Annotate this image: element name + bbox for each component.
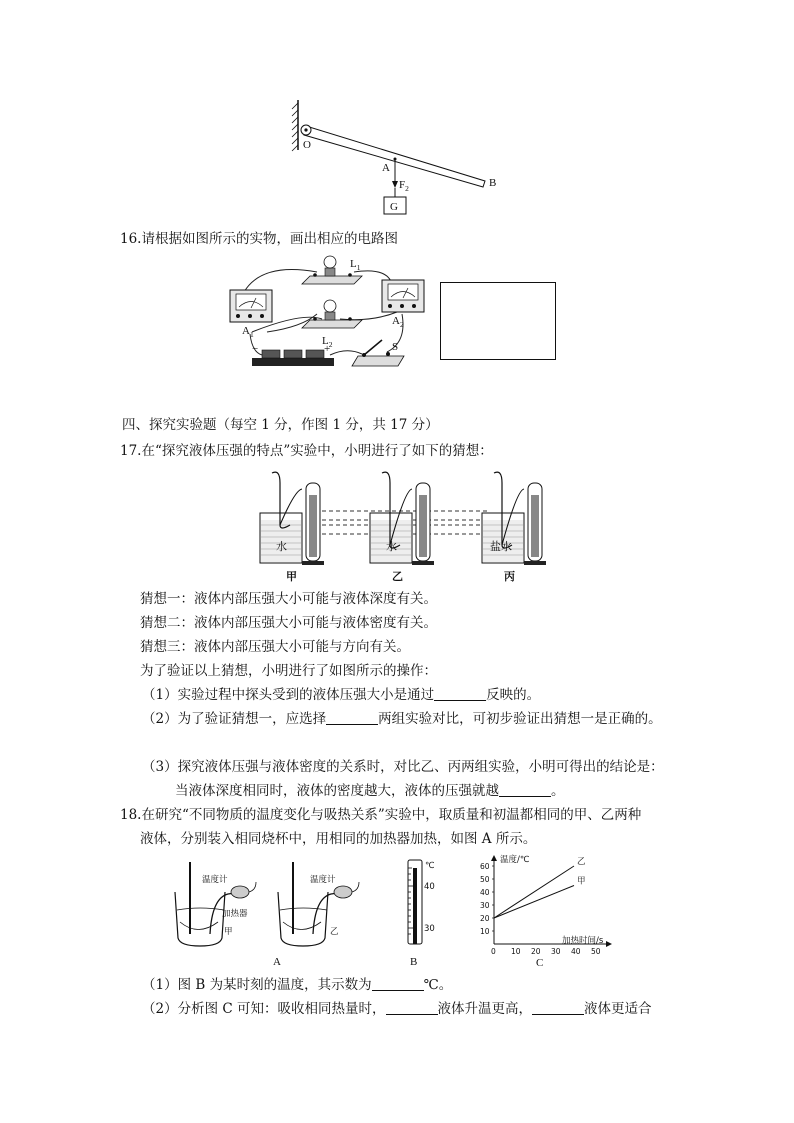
x-tick-label: 0: [491, 947, 496, 956]
q17-part1: （1）实验过程中探头受到的液体压强大小是通过 反映的。: [142, 687, 541, 703]
label-yi: 乙: [392, 571, 403, 583]
label-bing: 丙: [504, 571, 515, 583]
q17-guess3: 猜想三：液体内部压强大小可能与方向有关。: [140, 639, 410, 655]
label-saltwater: 盐水: [490, 541, 512, 553]
section4-title: 四、探究实验题（每空 1 分，作图 1 分，共 17 分）: [122, 417, 439, 433]
label-o: O: [303, 139, 311, 151]
y-axis-label: 温度/℃: [500, 855, 530, 865]
y-tick-label: 20: [480, 914, 490, 923]
series-label-甲: 甲: [577, 876, 586, 887]
label-celsius: ℃: [425, 861, 435, 871]
circuit-figure: [222, 252, 432, 377]
y-tick-label: 60: [480, 862, 490, 871]
label-s: S: [392, 341, 399, 353]
label-a2: $A_2$: [392, 315, 404, 329]
y-tick-label: 50: [480, 875, 490, 884]
blank-q17-2[interactable]: [326, 711, 378, 725]
y-tick-label: 40: [480, 888, 490, 897]
q17-intro: 为了验证以上猜想，小明进行了如图所示的操作：: [140, 663, 437, 679]
label-l1: $L_1$: [350, 258, 361, 272]
caption-c: C: [536, 957, 544, 969]
blank-q18-1[interactable]: [372, 977, 424, 991]
q18-line2: 液体，分别装入相同烧杯中，用相同的加热器加热，如图 A 所示。: [140, 831, 537, 847]
caption-b: B: [410, 956, 418, 968]
tick-30: 30: [424, 924, 435, 934]
wall: [292, 100, 298, 151]
x-tick-label: 30: [551, 947, 561, 956]
label-water1: 水: [276, 541, 287, 553]
label-liquid-yi: 乙: [330, 927, 339, 937]
q17-part2: （2）为了验证猜想一，应选择 两组实验对比，可初步验证出猜想一是正确的。: [142, 711, 662, 727]
series-line-乙: [494, 866, 574, 918]
q18-part1: （1）图 B 为某时刻的温度，其示数为 ℃。: [142, 977, 453, 993]
label-f2: $F_2$: [399, 179, 409, 193]
q17-guess1: 猜想一：液体内部压强大小可能与液体深度有关。: [140, 591, 437, 607]
lamp-l2: [302, 300, 362, 328]
tick-40: 40: [424, 882, 435, 892]
series-line-甲: [494, 886, 574, 919]
q17-part3: （3）探究液体压强与液体密度的关系时，对比乙、丙两组实验，小明可得出的结论是：: [142, 759, 664, 775]
ammeter-a2: [382, 280, 424, 312]
label-b: B: [489, 177, 497, 189]
ammeter-a1: [230, 290, 272, 322]
label-thermometer1: 温度计: [202, 875, 228, 885]
label-a: A: [382, 162, 390, 174]
answer-box: [440, 282, 556, 360]
y-tick-label: 10: [480, 927, 490, 936]
blank-q17-1[interactable]: [434, 687, 486, 701]
label-a1: $A_1$: [242, 325, 254, 339]
label-heater: 加热器: [222, 909, 248, 919]
label-jia: 甲: [286, 571, 297, 583]
label-water2: 水: [386, 541, 397, 553]
q17-guess2: 猜想二：液体内部压强大小可能与液体密度有关。: [140, 615, 437, 631]
q16-text: 16.请根据如图所示的实物，画出相应的电路图: [120, 231, 398, 247]
figure-b: [388, 856, 448, 970]
blank-q18-3[interactable]: [532, 1001, 584, 1015]
label-liquid-jia: 甲: [224, 927, 233, 937]
series-label-乙: 乙: [577, 857, 586, 867]
q18-line1: 18.在研究“不同物质的温度变化与吸热关系”实验中，取质量和初温都相同的甲、乙两种: [120, 807, 642, 823]
x-tick-label: 40: [571, 947, 581, 956]
mercury-column: [413, 868, 417, 944]
battery-pack: [252, 350, 334, 366]
caption-a: A: [273, 956, 281, 968]
blank-q18-2[interactable]: [386, 1001, 438, 1015]
q18-part2: （2）分析图 C 可知：吸收相同热量时， 液体升温更高， 液体更适合: [142, 1001, 652, 1017]
x-tick-label: 10: [511, 947, 521, 956]
figure-c-chart: [474, 852, 614, 970]
lever-figure: [280, 95, 510, 220]
label-g: G: [390, 201, 398, 213]
x-axis-label: 加热时间/s: [562, 936, 604, 946]
y-tick-label: 30: [480, 901, 490, 910]
figure-a: [160, 852, 370, 970]
q17-part3-line2: 当液体深度相同时，液体的密度越大，液体的压强就越 。: [175, 783, 565, 799]
setup-yi: [370, 472, 434, 565]
setup-jia: [260, 472, 324, 565]
q17-text: 17.在“探究液体压强的特点”实验中，小明进行了如下的猜想：: [120, 443, 493, 459]
x-tick-label: 20: [531, 947, 541, 956]
label-l2: $L_2$: [322, 335, 333, 349]
label-minus: −: [252, 343, 259, 355]
blank-q17-3[interactable]: [499, 783, 551, 797]
label-thermometer2: 温度计: [310, 875, 336, 885]
label-plus: +: [324, 343, 331, 355]
x-tick-label: 50: [591, 947, 601, 956]
pressure-figure: [250, 465, 550, 583]
